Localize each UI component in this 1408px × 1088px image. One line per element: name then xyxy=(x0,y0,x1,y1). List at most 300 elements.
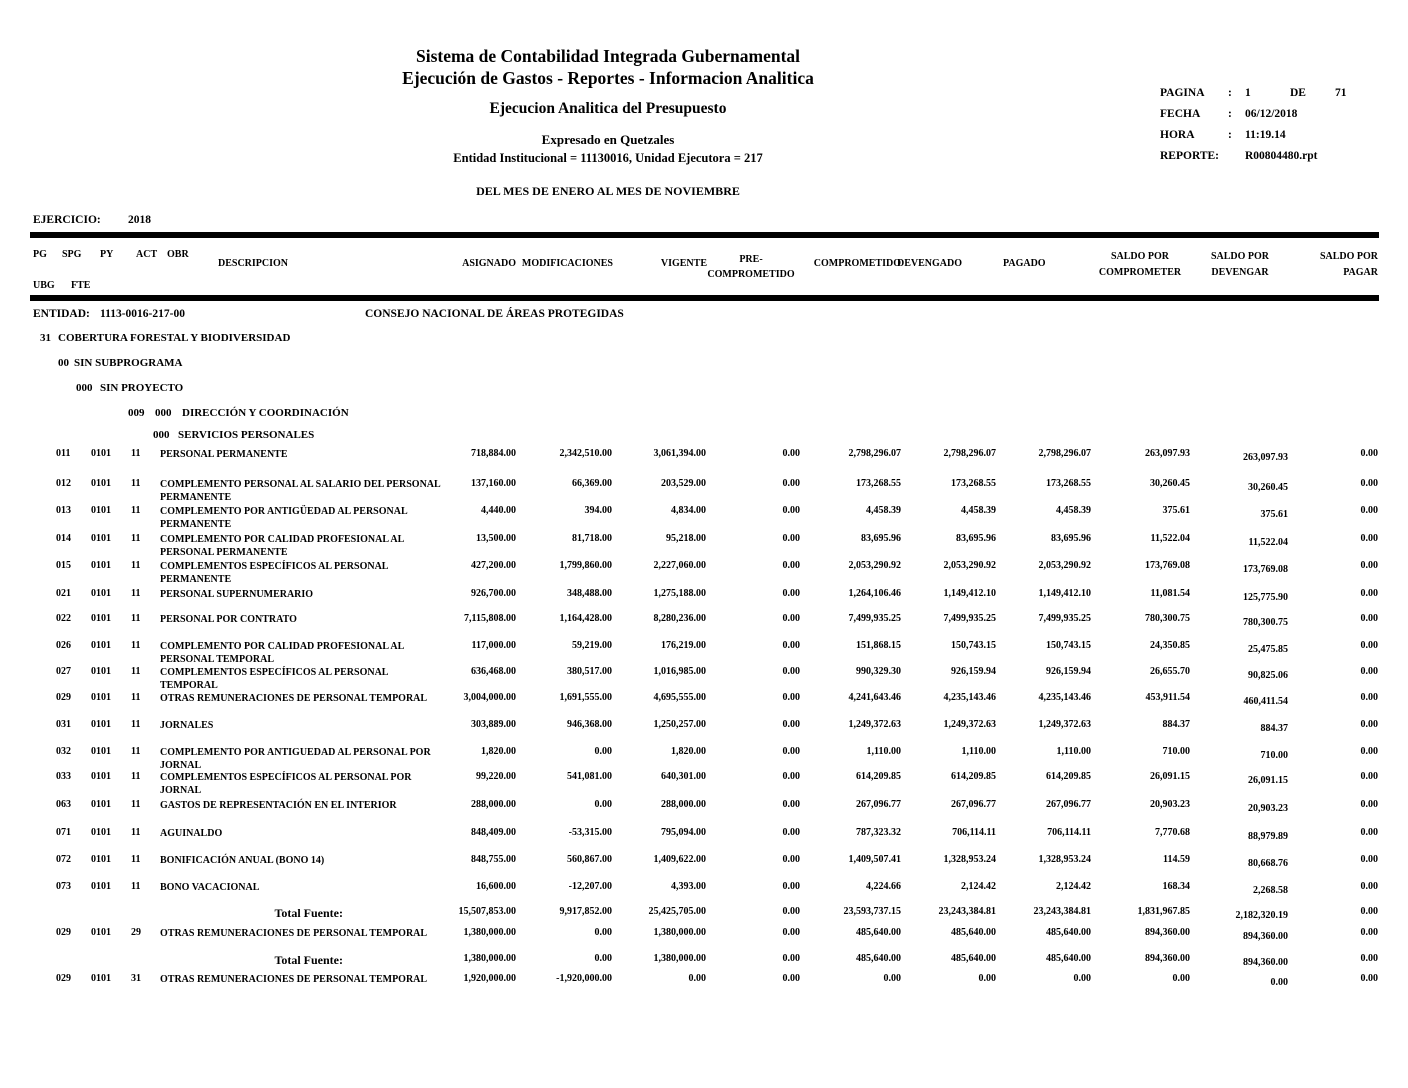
cell-pagado: 485,640.00 xyxy=(1046,927,1091,938)
cell-comprometido: 4,458.39 xyxy=(866,505,901,516)
cell-asignado: 848,409.00 xyxy=(471,827,516,838)
cell-comprometido: 485,640.00 xyxy=(856,953,901,964)
cell-saldo-por-pagar: 0.00 xyxy=(1360,746,1378,757)
cell-modificaciones: 0.00 xyxy=(594,746,612,757)
cell-pre-comprometido: 0.00 xyxy=(782,771,800,782)
cell-pre-comprometido: 0.00 xyxy=(782,927,800,938)
cell-asignado: 848,755.00 xyxy=(471,854,516,865)
cell-saldo-por-pagar: 0.00 xyxy=(1360,613,1378,624)
cell-saldo-por-pagar: 0.00 xyxy=(1360,448,1378,459)
cell-pre-comprometido: 0.00 xyxy=(782,533,800,544)
cell-asignado: 1,380,000.00 xyxy=(463,927,516,938)
cell-fte: 11 xyxy=(131,505,141,516)
cell-saldo-por-comprometer: 0.00 xyxy=(1172,973,1190,984)
cell-saldo-por-comprometer: 7,770.68 xyxy=(1155,827,1190,838)
cell-pagado: 1,249,372.63 xyxy=(1038,719,1091,730)
cell-descripcion: COMPLEMENTOS ESPECÍFICOS AL PERSONAL PERMANENTE xyxy=(160,561,388,585)
cell-renglon: 031 xyxy=(56,719,71,730)
cell-comprometido: 990,329.30 xyxy=(856,666,901,677)
cell-descripcion: COMPLEMENTO PERSONAL AL SALARIO DEL PERSONAL PERMANENTE xyxy=(160,479,441,503)
hierarchy-code: 000 xyxy=(155,407,172,419)
cell-devengado: 614,209.85 xyxy=(951,771,996,782)
cell-renglon: 071 xyxy=(56,827,71,838)
cell-pagado: 0.00 xyxy=(1073,973,1091,984)
cell-devengado: 4,235,143.46 xyxy=(943,692,996,703)
cell-saldo-por-pagar: 0.00 xyxy=(1360,505,1378,516)
fecha-label: FECHA xyxy=(1160,108,1201,120)
col-header-act: ACT xyxy=(136,249,158,260)
cell-ubg: 0101 xyxy=(91,771,111,782)
table-row xyxy=(33,692,1378,705)
cell-saldo-por-comprometer: 11,522.04 xyxy=(1150,533,1190,544)
cell-saldo-por-pagar: 0.00 xyxy=(1360,827,1378,838)
saldo-comp-line1: SALDO POR xyxy=(1110,251,1170,262)
cell-renglon: 033 xyxy=(56,771,71,782)
cell-comprometido: 23,593,737.15 xyxy=(843,906,901,917)
cell-saldo-por-devengar: 11,522.04 xyxy=(1248,537,1288,548)
cell-comprometido: 485,640.00 xyxy=(856,927,901,938)
fecha-sep: : xyxy=(1228,108,1232,120)
cell-vigente: 95,218.00 xyxy=(666,533,706,544)
cell-ubg: 0101 xyxy=(91,448,111,459)
saldo-dev-line2: DEVENGAR xyxy=(1211,267,1269,278)
cell-fte: 11 xyxy=(131,666,141,677)
cell-asignado: 718,884.00 xyxy=(471,448,516,459)
cell-saldo-por-pagar: 0.00 xyxy=(1360,953,1378,964)
cell-saldo-por-comprometer: 780,300.75 xyxy=(1145,613,1190,624)
table-row xyxy=(33,881,1378,894)
col-header-devengado: DEVENGADO xyxy=(897,258,963,269)
cell-asignado: 99,220.00 xyxy=(476,771,516,782)
cell-comprometido: 4,241,643.46 xyxy=(848,692,901,703)
cell-saldo-por-comprometer: 710.00 xyxy=(1162,746,1190,757)
cell-descripcion: PERSONAL POR CONTRATO xyxy=(160,614,297,625)
table-row xyxy=(33,719,1378,732)
cell-modificaciones: 0.00 xyxy=(594,927,612,938)
cell-renglon: 063 xyxy=(56,799,71,810)
table-row xyxy=(33,640,1378,666)
cell-fte: 11 xyxy=(131,448,141,459)
cell-pagado: 2,053,290.92 xyxy=(1038,560,1091,571)
cell-asignado: 117,000.00 xyxy=(471,640,516,651)
cell-pagado: 7,499,935.25 xyxy=(1038,613,1091,624)
cell-fte: 31 xyxy=(131,973,141,984)
cell-saldo-por-pagar: 0.00 xyxy=(1360,719,1378,730)
cell-descripcion: PERSONAL SUPERNUMERARIO xyxy=(160,589,314,600)
cell-saldo-por-pagar: 0.00 xyxy=(1360,973,1378,984)
table-row xyxy=(33,973,1378,986)
cell-modificaciones: 946,368.00 xyxy=(567,719,612,730)
cell-asignado: 15,507,853.00 xyxy=(458,906,516,917)
cell-asignado: 1,920,000.00 xyxy=(463,973,516,984)
cell-asignado: 4,440.00 xyxy=(481,505,516,516)
cell-devengado: 1,110.00 xyxy=(961,746,996,757)
cell-saldo-por-comprometer: 884.37 xyxy=(1162,719,1190,730)
table-row xyxy=(33,854,1378,867)
cell-vigente: 176,219.00 xyxy=(661,640,706,651)
cell-fte: 11 xyxy=(131,771,141,782)
table-row xyxy=(33,613,1378,626)
cell-vigente: 1,380,000.00 xyxy=(653,953,706,964)
cell-saldo-por-devengar: 0.00 xyxy=(1270,977,1288,988)
cell-saldo-por-pagar: 0.00 xyxy=(1360,906,1378,917)
cell-comprometido: 173,268.55 xyxy=(856,478,901,489)
cell-descripcion: COMPLEMENTO POR CALIDAD PROFESIONAL AL PERSONAL TEMPORAL xyxy=(160,641,404,665)
cell-pre-comprometido: 0.00 xyxy=(782,692,800,703)
cell-vigente: 25,425,705.00 xyxy=(648,906,706,917)
col-header-spg: SPG xyxy=(62,249,82,260)
cell-saldo-por-devengar: 25,475.85 xyxy=(1248,644,1288,655)
cell-renglon: 032 xyxy=(56,746,71,757)
table-row xyxy=(33,771,1378,797)
cell-ubg: 0101 xyxy=(91,588,111,599)
cell-pagado: 1,110.00 xyxy=(1056,746,1091,757)
cell-vigente: 3,061,394.00 xyxy=(653,448,706,459)
meta-fecha xyxy=(1160,108,1347,129)
hierarchy-label: DIRECCIÓN Y COORDINACIÓN xyxy=(182,407,349,419)
cell-comprometido: 1,249,372.63 xyxy=(848,719,901,730)
cell-modificaciones: 348,488.00 xyxy=(567,588,612,599)
pagina-value: 1 xyxy=(1245,87,1251,99)
cell-descripcion: COMPLEMENTOS ESPECÍFICOS AL PERSONAL POR JORNAL xyxy=(160,772,412,796)
cell-ubg: 0101 xyxy=(91,827,111,838)
meta-reporte xyxy=(1160,150,1347,171)
table-row xyxy=(33,746,1378,772)
col-header-saldo-por-devengar xyxy=(1190,249,1290,281)
cell-descripcion: COMPLEMENTO POR ANTIGUEDAD AL PERSONAL POR JORNAL xyxy=(160,747,431,771)
reporte-value: R00804480.rpt xyxy=(1245,150,1318,162)
cell-saldo-por-pagar: 0.00 xyxy=(1360,533,1378,544)
horizontal-rule-top xyxy=(30,232,1379,238)
col-header-saldo-por-pagar xyxy=(1278,249,1378,281)
cell-asignado: 427,200.00 xyxy=(471,560,516,571)
cell-ubg: 0101 xyxy=(91,799,111,810)
cell-modificaciones: 9,917,852.00 xyxy=(559,906,612,917)
hora-value: 11:19.14 xyxy=(1245,129,1286,141)
cell-fte: 11 xyxy=(131,827,141,838)
cell-renglon: 027 xyxy=(56,666,71,677)
cell-saldo-por-devengar: 780,300.75 xyxy=(1243,617,1288,628)
cell-renglon: 029 xyxy=(56,927,71,938)
cell-asignado: 926,700.00 xyxy=(471,588,516,599)
cell-pagado: 706,114.11 xyxy=(1047,827,1091,838)
cell-saldo-por-devengar: 173,769.08 xyxy=(1243,564,1288,575)
cell-modificaciones: 560,867.00 xyxy=(567,854,612,865)
cell-comprometido: 1,264,106.46 xyxy=(848,588,901,599)
cell-comprometido: 1,409,507.41 xyxy=(848,854,901,865)
cell-descripcion: GASTOS DE REPRESENTACIÓN EN EL INTERIOR xyxy=(160,800,397,811)
cell-vigente: 640,301.00 xyxy=(661,771,706,782)
cell-saldo-por-pagar: 0.00 xyxy=(1360,692,1378,703)
cell-devengado: 1,149,412.10 xyxy=(943,588,996,599)
cell-modificaciones: 380,517.00 xyxy=(567,666,612,677)
cell-ubg: 0101 xyxy=(91,692,111,703)
total-label: Total Fuente: xyxy=(274,953,343,967)
pagina-label: PAGINA xyxy=(1160,87,1205,99)
meta-hora xyxy=(1160,129,1347,150)
saldo-pag-line1: SALDO POR xyxy=(1319,251,1378,262)
cell-asignado: 137,160.00 xyxy=(471,478,516,489)
cell-modificaciones: 0.00 xyxy=(594,953,612,964)
col-header-asignado: ASIGNADO xyxy=(462,258,516,269)
cell-renglon: 029 xyxy=(56,692,71,703)
fecha-value: 06/12/2018 xyxy=(1245,108,1298,120)
cell-descripcion: OTRAS REMUNERACIONES DE PERSONAL TEMPORAL xyxy=(160,693,428,704)
cell-devengado: 485,640.00 xyxy=(951,927,996,938)
cell-renglon: 011 xyxy=(56,448,71,459)
report-title-line3: Ejecucion Analitica del Presupuesto xyxy=(489,100,727,117)
cell-vigente: 1,409,622.00 xyxy=(653,854,706,865)
cell-saldo-por-comprometer: 30,260.45 xyxy=(1150,478,1190,489)
cell-pre-comprometido: 0.00 xyxy=(782,478,800,489)
cell-pre-comprometido: 0.00 xyxy=(782,560,800,571)
cell-saldo-por-comprometer: 173,769.08 xyxy=(1145,560,1190,571)
cell-saldo-por-devengar: 90,825.06 xyxy=(1248,670,1288,681)
table-row xyxy=(33,927,1378,940)
cell-pagado: 173,268.55 xyxy=(1046,478,1091,489)
total-row xyxy=(33,906,1378,921)
cell-fte: 29 xyxy=(131,927,141,938)
table-row xyxy=(33,478,1378,504)
col-header-ubg: UBG xyxy=(33,280,55,291)
cell-saldo-por-comprometer: 263,097.93 xyxy=(1145,448,1190,459)
cell-modificaciones: 2,342,510.00 xyxy=(559,448,612,459)
cell-asignado: 288,000.00 xyxy=(471,799,516,810)
cell-devengado: 150,743.15 xyxy=(951,640,996,651)
cell-descripcion: BONIFICACIÓN ANUAL (BONO 14) xyxy=(160,855,325,866)
table-row xyxy=(33,533,1378,559)
cell-asignado: 16,600.00 xyxy=(476,881,516,892)
cell-vigente: 4,393.00 xyxy=(671,881,706,892)
cell-descripcion: OTRAS REMUNERACIONES DE PERSONAL TEMPORAL xyxy=(160,928,428,939)
hora-label: HORA xyxy=(1160,129,1195,141)
hierarchy-label: SIN PROYECTO xyxy=(100,382,184,394)
cell-pagado: 267,096.77 xyxy=(1046,799,1091,810)
cell-vigente: 1,250,257.00 xyxy=(653,719,706,730)
cell-fte: 11 xyxy=(131,854,141,865)
cell-vigente: 203,529.00 xyxy=(661,478,706,489)
cell-fte: 11 xyxy=(131,692,141,703)
cell-saldo-por-pagar: 0.00 xyxy=(1360,881,1378,892)
table-row xyxy=(33,588,1378,601)
cell-ubg: 0101 xyxy=(91,719,111,730)
cell-devengado: 267,096.77 xyxy=(951,799,996,810)
col-header-pre-comprometido xyxy=(701,252,801,282)
col-header-vigente: VIGENTE xyxy=(660,258,707,269)
cell-devengado: 485,640.00 xyxy=(951,953,996,964)
cell-pre-comprometido: 0.00 xyxy=(782,854,800,865)
cell-devengado: 2,124.42 xyxy=(961,881,996,892)
cell-fte: 11 xyxy=(131,881,141,892)
cell-saldo-por-devengar: 263,097.93 xyxy=(1243,452,1288,463)
cell-vigente: 4,695,555.00 xyxy=(653,692,706,703)
cell-pagado: 23,243,384.81 xyxy=(1033,906,1091,917)
cell-ubg: 0101 xyxy=(91,973,111,984)
cell-asignado: 7,115,808.00 xyxy=(464,613,516,624)
cell-saldo-por-comprometer: 375.61 xyxy=(1162,505,1190,516)
cell-pagado: 614,209.85 xyxy=(1046,771,1091,782)
cell-devengado: 2,053,290.92 xyxy=(943,560,996,571)
pre-line2: COMPROMETIDO xyxy=(707,269,795,280)
pagina-de-label: DE xyxy=(1290,87,1306,99)
cell-pre-comprometido: 0.00 xyxy=(782,973,800,984)
pre-line1: PRE- xyxy=(739,254,763,265)
total-label: Total Fuente: xyxy=(274,906,343,920)
cell-asignado: 3,004,000.00 xyxy=(463,692,516,703)
cell-asignado: 1,380,000.00 xyxy=(463,953,516,964)
entidad-code: 1113-0016-217-00 xyxy=(100,308,185,320)
cell-renglon: 015 xyxy=(56,560,71,571)
cell-saldo-por-comprometer: 24,350.85 xyxy=(1150,640,1190,651)
cell-saldo-por-devengar: 125,775.90 xyxy=(1243,592,1288,603)
table-row xyxy=(33,560,1378,586)
cell-renglon: 072 xyxy=(56,854,71,865)
cell-comprometido: 267,096.77 xyxy=(856,799,901,810)
cell-comprometido: 2,053,290.92 xyxy=(848,560,901,571)
cell-fte: 11 xyxy=(131,613,141,624)
cell-saldo-por-devengar: 894,360.00 xyxy=(1243,957,1288,968)
pagina-sep: : xyxy=(1228,87,1232,99)
cell-ubg: 0101 xyxy=(91,560,111,571)
cell-saldo-por-pagar: 0.00 xyxy=(1360,771,1378,782)
cell-modificaciones: 541,081.00 xyxy=(567,771,612,782)
cell-ubg: 0101 xyxy=(91,927,111,938)
cell-fte: 11 xyxy=(131,588,141,599)
cell-vigente: 4,834.00 xyxy=(671,505,706,516)
cell-modificaciones: -1,920,000.00 xyxy=(556,973,612,984)
cell-pagado: 83,695.96 xyxy=(1051,533,1091,544)
cell-renglon: 013 xyxy=(56,505,71,516)
cell-modificaciones: 1,799,860.00 xyxy=(559,560,612,571)
report-subtitle-period: DEL MES DE ENERO AL MES DE NOVIEMBRE xyxy=(476,184,740,198)
cell-fte: 11 xyxy=(131,719,141,730)
cell-pre-comprometido: 0.00 xyxy=(782,588,800,599)
cell-saldo-por-pagar: 0.00 xyxy=(1360,927,1378,938)
cell-renglon: 029 xyxy=(56,973,71,984)
cell-pre-comprometido: 0.00 xyxy=(782,448,800,459)
cell-renglon: 021 xyxy=(56,588,71,599)
cell-saldo-por-comprometer: 11,081.54 xyxy=(1150,588,1190,599)
cell-renglon: 073 xyxy=(56,881,71,892)
cell-saldo-por-comprometer: 168.34 xyxy=(1162,881,1190,892)
cell-saldo-por-pagar: 0.00 xyxy=(1360,854,1378,865)
cell-fte: 11 xyxy=(131,799,141,810)
entidad-label: ENTIDAD: xyxy=(33,308,90,320)
col-header-saldo-por-comprometer xyxy=(1085,249,1195,281)
cell-saldo-por-devengar: 894,360.00 xyxy=(1243,931,1288,942)
meta-pagina xyxy=(1160,87,1347,108)
cell-comprometido: 4,224.66 xyxy=(866,881,901,892)
cell-descripcion: COMPLEMENTO POR CALIDAD PROFESIONAL AL PERSONAL PERMANENTE xyxy=(160,534,404,558)
cell-comprometido: 614,209.85 xyxy=(856,771,901,782)
cell-saldo-por-comprometer: 26,091.15 xyxy=(1150,771,1190,782)
report-subtitle-entity: Entidad Institucional = 11130016, Unidad Ejecutora = 217 xyxy=(453,151,763,165)
col-header-obr: OBR xyxy=(167,249,189,260)
cell-devengado: 2,798,296.07 xyxy=(943,448,996,459)
cell-comprometido: 787,323.32 xyxy=(856,827,901,838)
cell-descripcion: AGUINALDO xyxy=(160,828,223,839)
col-header-modificaciones: MODIFICACIONES xyxy=(521,258,613,269)
cell-saldo-por-pagar: 0.00 xyxy=(1360,640,1378,651)
cell-devengado: 23,243,384.81 xyxy=(938,906,996,917)
cell-devengado: 1,249,372.63 xyxy=(943,719,996,730)
entidad-name: CONSEJO NACIONAL DE ÁREAS PROTEGIDAS xyxy=(365,308,624,320)
saldo-pag-line2: PAGAR xyxy=(1343,267,1378,278)
hierarchy-code: 009 xyxy=(128,407,145,419)
cell-ubg: 0101 xyxy=(91,666,111,677)
report-meta-block xyxy=(1160,87,1347,171)
cell-saldo-por-pagar: 0.00 xyxy=(1360,478,1378,489)
cell-renglon: 014 xyxy=(56,533,71,544)
cell-pre-comprometido: 0.00 xyxy=(782,640,800,651)
col-header-pagado: PAGADO xyxy=(1003,258,1046,269)
hierarchy-label: COBERTURA FORESTAL Y BIODIVERSIDAD xyxy=(58,332,291,344)
cell-descripcion: JORNALES xyxy=(160,720,214,731)
cell-pre-comprometido: 0.00 xyxy=(782,953,800,964)
cell-saldo-por-comprometer: 1,831,967.85 xyxy=(1137,906,1190,917)
cell-saldo-por-devengar: 460,411.54 xyxy=(1243,696,1288,707)
cell-vigente: 8,280,236.00 xyxy=(653,613,706,624)
cell-fte: 11 xyxy=(131,560,141,571)
cell-ubg: 0101 xyxy=(91,505,111,516)
report-title-line1: Sistema de Contabilidad Integrada Gubernamental xyxy=(415,46,801,66)
cell-pre-comprometido: 0.00 xyxy=(782,505,800,516)
cell-saldo-por-devengar: 2,268.58 xyxy=(1253,885,1288,896)
hierarchy-code: 000 xyxy=(153,429,170,441)
cell-asignado: 1,820.00 xyxy=(481,746,516,757)
cell-renglon: 026 xyxy=(56,640,71,651)
hierarchy-code: 00 xyxy=(58,357,69,369)
ejercicio-value: 2018 xyxy=(128,214,151,226)
cell-saldo-por-devengar: 88,979.89 xyxy=(1248,831,1288,842)
cell-saldo-por-devengar: 710.00 xyxy=(1260,750,1288,761)
cell-descripcion: COMPLEMENTOS ESPECÍFICOS AL PERSONAL TEMPORAL xyxy=(160,667,388,691)
saldo-dev-line1: SALDO POR xyxy=(1210,251,1270,262)
cell-saldo-por-comprometer: 894,360.00 xyxy=(1145,927,1190,938)
cell-saldo-por-comprometer: 26,655.70 xyxy=(1150,666,1190,677)
cell-saldo-por-pagar: 0.00 xyxy=(1360,666,1378,677)
hierarchy-label: SIN SUBPROGRAMA xyxy=(74,357,183,369)
hierarchy-label: SERVICIOS PERSONALES xyxy=(178,429,315,441)
reporte-label: REPORTE: xyxy=(1160,150,1220,162)
cell-saldo-por-devengar: 30,260.45 xyxy=(1248,482,1288,493)
cell-asignado: 13,500.00 xyxy=(476,533,516,544)
cell-pagado: 485,640.00 xyxy=(1046,953,1091,964)
cell-vigente: 288,000.00 xyxy=(661,799,706,810)
cell-fte: 11 xyxy=(131,640,141,651)
cell-saldo-por-devengar: 884.37 xyxy=(1260,723,1288,734)
cell-fte: 11 xyxy=(131,746,141,757)
table-row xyxy=(33,505,1378,531)
hora-sep: : xyxy=(1228,129,1232,141)
cell-vigente: 1,275,188.00 xyxy=(653,588,706,599)
cell-ubg: 0101 xyxy=(91,533,111,544)
cell-comprometido: 7,499,935.25 xyxy=(848,613,901,624)
table-row xyxy=(33,827,1378,840)
cell-modificaciones: 66,369.00 xyxy=(572,478,612,489)
cell-pre-comprometido: 0.00 xyxy=(782,613,800,624)
cell-pre-comprometido: 0.00 xyxy=(782,827,800,838)
cell-pagado: 4,458.39 xyxy=(1056,505,1091,516)
cell-vigente: 1,380,000.00 xyxy=(653,927,706,938)
cell-devengado: 706,114.11 xyxy=(952,827,996,838)
cell-saldo-por-comprometer: 20,903.23 xyxy=(1150,799,1190,810)
cell-modificaciones: 59,219.00 xyxy=(572,640,612,651)
cell-saldo-por-devengar: 80,668.76 xyxy=(1248,858,1288,869)
cell-saldo-por-devengar: 375.61 xyxy=(1260,509,1288,520)
cell-pagado: 2,124.42 xyxy=(1056,881,1091,892)
cell-fte: 11 xyxy=(131,533,141,544)
